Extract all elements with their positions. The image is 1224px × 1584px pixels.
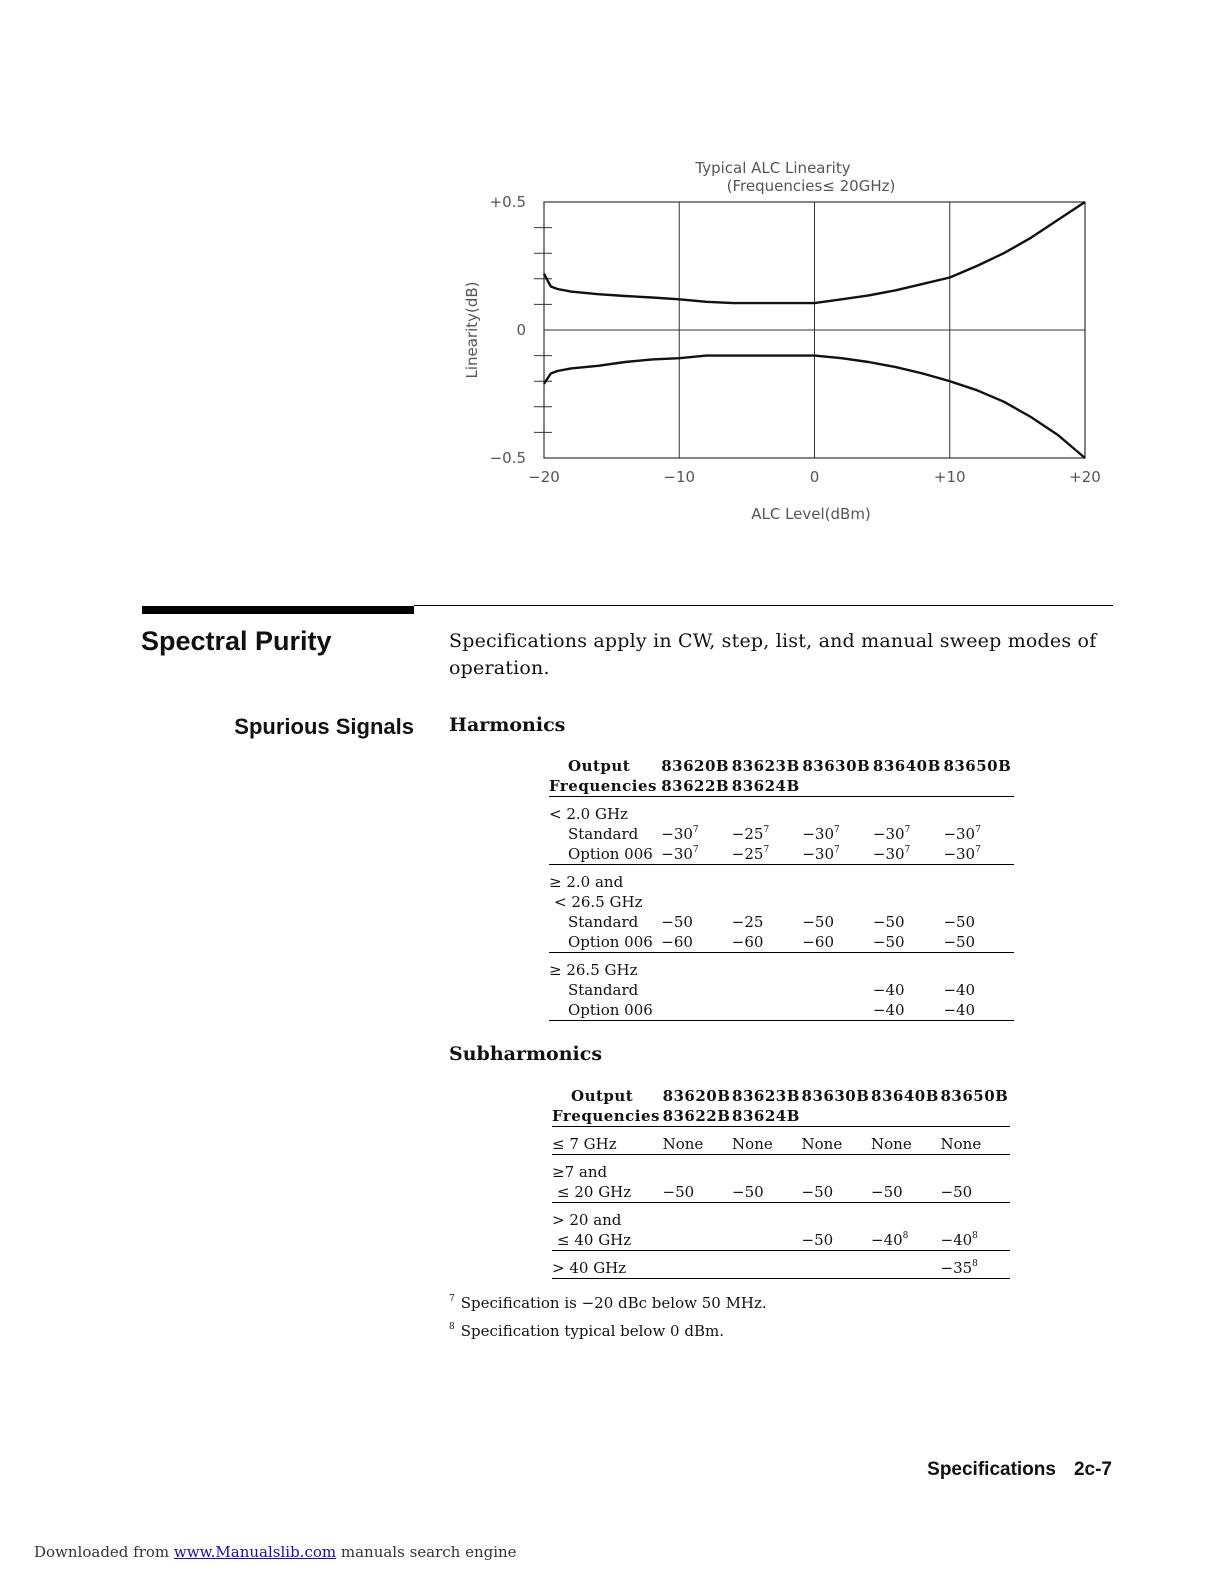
table-cell — [732, 980, 803, 1000]
table-cell — [802, 1155, 871, 1183]
table-row — [552, 1203, 1010, 1231]
table-cell — [663, 1230, 732, 1251]
subharmonics-heading: Subharmonics — [449, 1043, 603, 1065]
download-note — [34, 1543, 517, 1561]
footnote-ref: 8 — [972, 1259, 978, 1269]
x-tick-label: +20 — [1069, 468, 1101, 486]
table-cell — [871, 1155, 940, 1183]
table-cell: −60 — [661, 932, 732, 953]
model-header: 83624B — [732, 776, 803, 797]
frequency-range-row — [549, 953, 1014, 981]
model-header: 83622B — [661, 776, 732, 797]
table-row — [549, 844, 1014, 865]
section-rule-thick — [142, 606, 414, 614]
alc-linearity-chart — [450, 150, 1130, 540]
model-header: 83620B — [662, 1087, 731, 1105]
table-cell: None — [732, 1127, 801, 1155]
footnote-text: Specification is −20 dBc below 50 MHz. — [460, 1294, 767, 1312]
frequency-range: > 40 GHz — [552, 1251, 663, 1279]
table-cell: −50 — [802, 913, 834, 931]
y-tick-label: 0 — [516, 321, 526, 339]
table-cell: $-30^7$ — [661, 844, 732, 865]
table-cell: −50 — [872, 913, 905, 931]
footnote-ref: 8 — [902, 1231, 909, 1241]
model-header: 83630B — [801, 1087, 870, 1105]
model-header: 83640B — [871, 1087, 939, 1105]
subharmonics-table — [552, 1086, 1010, 1279]
table-cell: −40 — [943, 981, 976, 999]
table-cell: None — [802, 1127, 871, 1155]
table-cell: −50 — [732, 1182, 801, 1203]
model-header — [802, 776, 873, 797]
table-cell: $-30^7$ — [943, 825, 981, 843]
download-prefix: Downloaded from — [34, 1543, 174, 1561]
footnote-ref: 7 — [834, 845, 840, 855]
table-cell: $-25^7$ — [732, 844, 803, 865]
footnote-ref: 7 — [975, 845, 981, 855]
chart-ticks — [490, 193, 1101, 486]
row-label: Option 006 — [549, 1000, 661, 1021]
model-header: 83650B — [943, 757, 1012, 775]
table-cell: $-40^8$ — [871, 1230, 940, 1251]
footnote-ref: 7 — [904, 825, 911, 835]
y-tick-label: −0.5 — [489, 449, 526, 467]
download-suffix: manuals search engine — [336, 1543, 517, 1561]
model-header — [941, 1106, 1011, 1127]
table-cell: None — [941, 1127, 1011, 1155]
model-header — [871, 1106, 940, 1127]
table-cell — [802, 1203, 871, 1231]
table-cell — [663, 1155, 732, 1183]
model-header: 83630B — [802, 757, 871, 775]
table-cell — [941, 1203, 1011, 1231]
table-cell: $-30^7$ — [802, 825, 840, 843]
footnote-ref: 7 — [904, 845, 911, 855]
table-cell — [661, 1000, 732, 1021]
frequency-range-row — [549, 797, 1014, 825]
table-header-row — [552, 1106, 1010, 1127]
table-row — [552, 1230, 1010, 1251]
table-cell: −40 — [873, 1000, 944, 1021]
chart-grid — [534, 202, 1085, 458]
table-cell: −50 — [802, 1182, 871, 1203]
table-cell: −60 — [732, 932, 803, 953]
table-cell: $-40^8$ — [941, 1230, 1011, 1251]
frequency-range: ≥7 and — [552, 1163, 608, 1181]
table-cell: −50 — [663, 1182, 732, 1203]
table-cell — [732, 1203, 801, 1231]
footnote-text: Specification typical below 0 dBm. — [460, 1322, 724, 1340]
model-header: 83640B — [872, 757, 941, 775]
table-cell: −50 — [873, 932, 944, 953]
footnote-ref: 7 — [692, 845, 699, 855]
table-cell — [802, 980, 873, 1000]
page-footer — [927, 1459, 1112, 1481]
table-cell: −50 — [661, 913, 693, 931]
y-axis-label: Linearity(dB) — [463, 281, 481, 379]
model-header — [802, 1106, 871, 1127]
model-header: 83623B — [731, 757, 800, 775]
x-axis-label: ALC Level(dBm) — [751, 505, 871, 523]
table-cell — [732, 1230, 801, 1251]
table-cell — [661, 980, 732, 1000]
table-cell — [732, 1155, 801, 1183]
model-header: 83623B — [732, 1087, 800, 1105]
table-row — [552, 1251, 1010, 1279]
page-number: 2c-7 — [1073, 1459, 1112, 1480]
table-cell: −60 — [802, 932, 873, 953]
model-header: 83624B — [732, 1107, 800, 1125]
x-tick-label: 0 — [809, 468, 820, 486]
table-row — [549, 824, 1014, 844]
table-cell: −50 — [943, 913, 976, 931]
table-row — [549, 1000, 1014, 1021]
footnote-ref: 7 — [975, 825, 981, 835]
section-title: Spectral Purity — [141, 626, 332, 656]
table-cell: $-30^7$ — [661, 825, 699, 843]
table-header-row — [549, 776, 1014, 797]
frequency-range: > 20 and — [552, 1211, 622, 1229]
table-cell: $-30^7$ — [802, 844, 873, 865]
row-label: Standard — [568, 981, 639, 999]
table-cell: $-25^7$ — [731, 825, 770, 843]
table-cell — [663, 1251, 732, 1279]
table-cell: −40 — [872, 981, 905, 999]
subsection-title: Spurious Signals — [234, 714, 414, 739]
table-cell: None — [871, 1127, 940, 1155]
table-cell: −40 — [943, 1000, 1014, 1021]
x-tick-label: −20 — [528, 468, 560, 486]
frequency-range: ≥ 26.5 GHz — [549, 961, 638, 979]
row-label: Standard — [568, 825, 639, 843]
table-cell: −50 — [941, 1182, 1011, 1203]
table-row — [549, 980, 1014, 1000]
table-cell — [941, 1155, 1011, 1183]
table-cell — [663, 1203, 732, 1231]
table-cell — [802, 1000, 873, 1021]
model-header: 83622B — [662, 1107, 731, 1125]
table-cell — [732, 1000, 803, 1021]
frequency-range: < 2.0 GHz — [549, 805, 628, 823]
table-row — [552, 1182, 1010, 1203]
y-tick-label: +0.5 — [489, 193, 526, 211]
footer-section: Specifications — [927, 1459, 1056, 1480]
footnote-ref: 7 — [834, 825, 840, 835]
table-cell: −50 — [802, 1230, 871, 1251]
row-label: Option 006 — [549, 932, 661, 953]
footnote-7 — [449, 1294, 767, 1312]
footnote-ref: 8 — [972, 1231, 978, 1241]
section-intro: Specifications apply in CW, step, list, and manual sweep modes of operation. — [449, 630, 1097, 679]
table-cell: None — [663, 1127, 732, 1155]
table-row — [552, 1155, 1010, 1183]
row-label: Option 006 — [549, 844, 661, 865]
table-cell — [732, 1251, 801, 1279]
model-header — [943, 776, 1014, 797]
table-cell: $-30^7$ — [873, 844, 944, 865]
frequency-range: < 26.5 GHz — [554, 893, 643, 911]
model-header: 83620B — [661, 757, 730, 775]
table-row — [552, 1127, 1010, 1155]
footnote-ref: 7 — [692, 825, 699, 835]
table-row — [549, 932, 1014, 953]
section-rule-thin — [414, 605, 1113, 606]
x-tick-label: −10 — [663, 468, 696, 486]
x-tick-label: +10 — [933, 468, 966, 486]
column-header: Output — [571, 1087, 634, 1105]
frequency-range: ≤ 20 GHz — [552, 1182, 663, 1203]
column-header: Output — [568, 757, 631, 775]
frequency-range: ≤ 7 GHz — [552, 1127, 663, 1155]
table-cell — [802, 1251, 871, 1279]
table-cell — [871, 1203, 940, 1231]
model-header — [873, 776, 944, 797]
frequency-range-row — [549, 892, 1014, 912]
chart-title: Typical ALC Linearity — [695, 159, 851, 177]
footnote-mark: 8 — [449, 1322, 455, 1332]
table-cell — [871, 1251, 940, 1279]
table-row — [549, 912, 1014, 932]
column-header: Frequencies — [552, 1106, 663, 1127]
row-label: Standard — [568, 913, 639, 931]
table-header-row — [549, 756, 1014, 776]
table-cell: −25 — [731, 913, 764, 931]
column-header: Frequencies — [549, 776, 661, 797]
table-header-row — [552, 1086, 1010, 1106]
frequency-range: ≥ 2.0 and — [549, 873, 624, 891]
table-cell: $-30^7$ — [943, 844, 1014, 865]
footnote-mark: 7 — [449, 1294, 455, 1304]
manualslib-link[interactable]: www.Manualslib.com — [173, 1543, 337, 1561]
footnote-8 — [449, 1322, 724, 1340]
footnote-ref: 7 — [763, 845, 770, 855]
frequency-range-row — [549, 865, 1014, 893]
harmonics-table — [549, 756, 1014, 1021]
harmonics-heading: Harmonics — [449, 714, 566, 736]
table-cell: −50 — [871, 1182, 940, 1203]
chart-subtitle: (Frequencies≤ 20GHz) — [726, 177, 896, 195]
table-cell: −50 — [943, 932, 1014, 953]
model-header: 83650B — [940, 1087, 1009, 1105]
footnote-ref: 7 — [763, 825, 770, 835]
frequency-range: ≤ 40 GHz — [552, 1230, 663, 1251]
table-cell: $-35^8$ — [941, 1251, 1011, 1279]
table-cell: $-30^7$ — [872, 825, 911, 843]
